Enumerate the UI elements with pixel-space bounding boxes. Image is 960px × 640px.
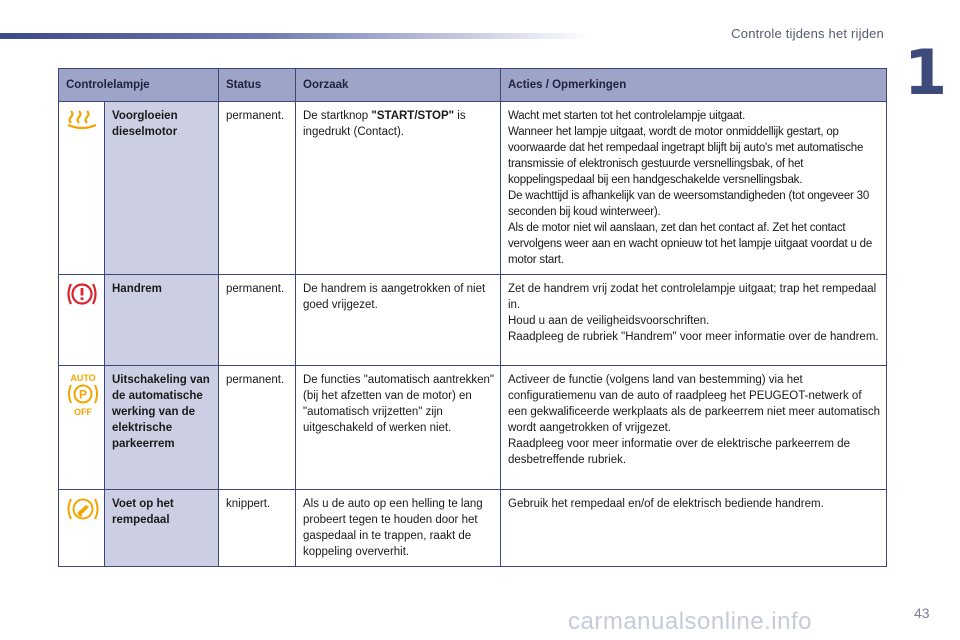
action-line: Raadpleeg de rubriek "Handrem" voor meer informatie over de handrem. (508, 331, 879, 343)
lamp-name: Handrem (105, 275, 219, 366)
parking-brake-icon (66, 281, 98, 312)
foot-on-brake-icon (66, 496, 100, 527)
lamp-actions (501, 490, 887, 567)
lamp-name: Voorgloeien dieselmotor (105, 102, 219, 275)
table-row (59, 490, 887, 567)
table-row (59, 366, 887, 490)
lamp-actions (501, 102, 887, 275)
icon-cell (59, 490, 105, 567)
icon-text-p: P (78, 387, 88, 402)
lamp-actions (501, 366, 887, 490)
action-line: Wacht met starten tot het controlelampje uitgaat. (508, 110, 746, 122)
column-header-status: Status (219, 69, 296, 102)
warning-lights-table (58, 68, 887, 567)
icon-cell (59, 366, 105, 490)
lamp-status: knippert. (219, 490, 296, 567)
lamp-actions (501, 275, 887, 366)
action-line: De wachttijd is afhankelijk van de weersomstandigheden (tot ongeveer 30 seconden bij koud winterweer). (508, 190, 870, 218)
page-number: 43 (914, 605, 930, 621)
table-row (59, 275, 887, 366)
lamp-cause (296, 102, 501, 275)
lamp-status: permanent. (219, 366, 296, 490)
lamp-name: Uitschakeling van de automatische werking van de elektrische parkeerrem (105, 366, 219, 490)
table-row (59, 102, 887, 275)
icon-text-off: OFF (74, 407, 92, 417)
action-line: Wanneer het lampje uitgaat, wordt de motor onmiddellijk gestart, op voorwaarde dat het rempedaal ingetrapt blijft bij auto's met automatische transmissie of elektronisch gestuurde versnellingsbak, of het koppelingspedaal bij een handgeschakelde versnellingsbak. (508, 126, 864, 186)
lamp-name: Voet op het rempedaal (105, 490, 219, 567)
action-line: Zet de handrem vrij zodat het controlelampje uitgaat; trap het rempedaal in. (508, 283, 877, 311)
action-line: Houd u aan de veiligheidsvoorschriften. (508, 315, 710, 327)
lamp-status: permanent. (219, 102, 296, 275)
column-header-acties: Acties / Opmerkingen (501, 69, 887, 102)
table-header-row (59, 69, 887, 102)
icon-cell (59, 102, 105, 275)
cause-text: De startknop (303, 110, 372, 122)
action-line: Activeer de functie (volgens land van bestemming) via het configuratiemenu van de auto of raadpleeg het PEUGEOT-netwerk of een gekwalificeerde werkplaats als de parkeerrem niet meer automatisch wordt aangetrokken of vrijgezet. (508, 374, 881, 434)
icon-text-auto: AUTO (70, 373, 96, 383)
lamp-cause: Als u de auto op een helling te lang probeert tegen te houden door het gaspedaal in te trappen, raakt de koppeling oververhit. (296, 490, 501, 567)
column-header-oorzaak: Oorzaak (296, 69, 501, 102)
section-title: Controle tijdens het rijden (731, 26, 884, 41)
auto-park-off-icon (66, 372, 100, 423)
lamp-cause: De handrem is aangetrokken of niet goed vrijgezet. (296, 275, 501, 366)
lamp-cause: De functies "automatisch aantrekken" (bij het afzetten van de motor) en "automatisch vrijzetten" zijn uitgeschakeld of werken niet. (296, 366, 501, 490)
action-line: Als de motor niet wil aanslaan, zet dan het contact af. Zet het contact vervolgens weer aan en wacht opnieuw tot het lampje uitgaat voordat u de motor start. (508, 222, 873, 266)
start-stop-highlight: "START/STOP" (371, 110, 455, 122)
column-header-controlelampje: Controlelampje (59, 69, 219, 102)
action-line: Gebruik het rempedaal en/of de elektrisch bediende handrem. (508, 498, 824, 510)
lamp-status: permanent. (219, 275, 296, 366)
chapter-number: 1 (904, 36, 948, 109)
cause-text: is ingedrukt (Contact). (303, 110, 466, 138)
glow-plug-icon (67, 108, 97, 135)
watermark: carmanualsonline.info (568, 608, 812, 635)
icon-cell (59, 275, 105, 366)
action-line: Raadpleeg voor meer informatie over de elektrische parkeerrem de desbetreffende rubriek. (508, 438, 850, 466)
header-accent-bar (0, 33, 590, 39)
